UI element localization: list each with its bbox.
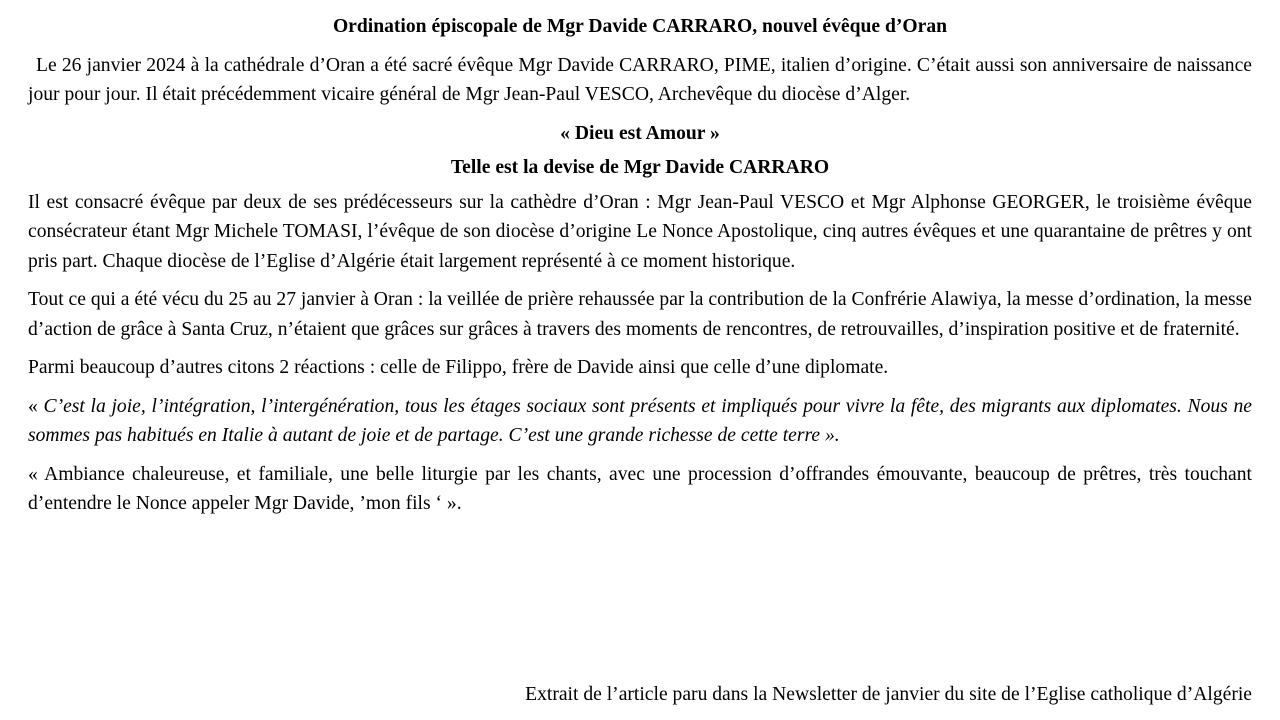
article-title: Ordination épiscopale de Mgr Davide CARRARO, nouvel évêque d’Oran xyxy=(332,16,948,37)
quote-filippo xyxy=(28,392,1252,451)
motto: « Dieu est Amour » xyxy=(560,122,720,144)
article-body xyxy=(28,12,1252,528)
source-note: Extrait de l’article paru dans la Newsletter de janvier du site de l’Eglise catholique d’Algérie xyxy=(525,684,1252,705)
motto-caption: Telle est la devise de Mgr Davide CARRARO xyxy=(450,157,830,178)
quote-open-mark: « xyxy=(28,395,38,417)
intro-paragraph: Le 26 janvier 2024 à la cathédrale d’Oran a été sacré évêque Mgr Davide CARRARO, PIME, italien d’origine. C’était aussi son anniversaire de naissance jour pour jour. Il était précédemment vicaire général de Mgr Jean-Paul VESCO, Archevêque du diocèse d’Alger. xyxy=(28,54,1252,105)
quote-filippo-text: C’est la joie, l’intégration, l’intergénération, tous les étages sociaux sont présents et impliqués pour vivre la fête, des migrants aux diplomates. Nous ne sommes pas habitués en Italie à autant de joie et de partage. C’est une grande richesse de cette terre ». xyxy=(28,395,1252,446)
consecration-paragraph: Il est consacré évêque par deux de ses prédécesseurs sur la cathèdre d’Oran : Mgr Jean-Paul VESCO et Mgr Alphonse GEORGER, le troisième évêque consécrateur étant Mgr Michele TOMASI, l’évêque de son diocèse d’origine Le Nonce Apostolique, cinq autres évêques et une quarantaine de prêtres y ont pris part. Chaque diocèse de l’Eglise d’Algérie était largement représenté à ce moment historique. xyxy=(28,191,1252,272)
quote-diplomat: « Ambiance chaleureuse, et familiale, une belle liturgie par les chants, avec une procession d’offrandes émouvante, beaucoup de prêtres, très touchant d’entendre le Nonce appeler Mgr Davide, ’mon fils ‘ ». xyxy=(28,463,1252,514)
events-paragraph: Tout ce qui a été vécu du 25 au 27 janvier à Oran : la veillée de prière rehaussée par la contribution de la Confrérie Alawiya, la messe d’ordination, la messe d’action de grâce à Santa Cruz, n’étaient que grâces sur grâces à travers des moments de rencontres, de retrouvailles, d’inspiration positive et de fraternité. xyxy=(28,289,1252,340)
reactions-intro-paragraph: Parmi beaucoup d’autres citons 2 réactions : celle de Filippo, frère de Davide ainsi que celle d’une diplomate. xyxy=(28,357,889,378)
